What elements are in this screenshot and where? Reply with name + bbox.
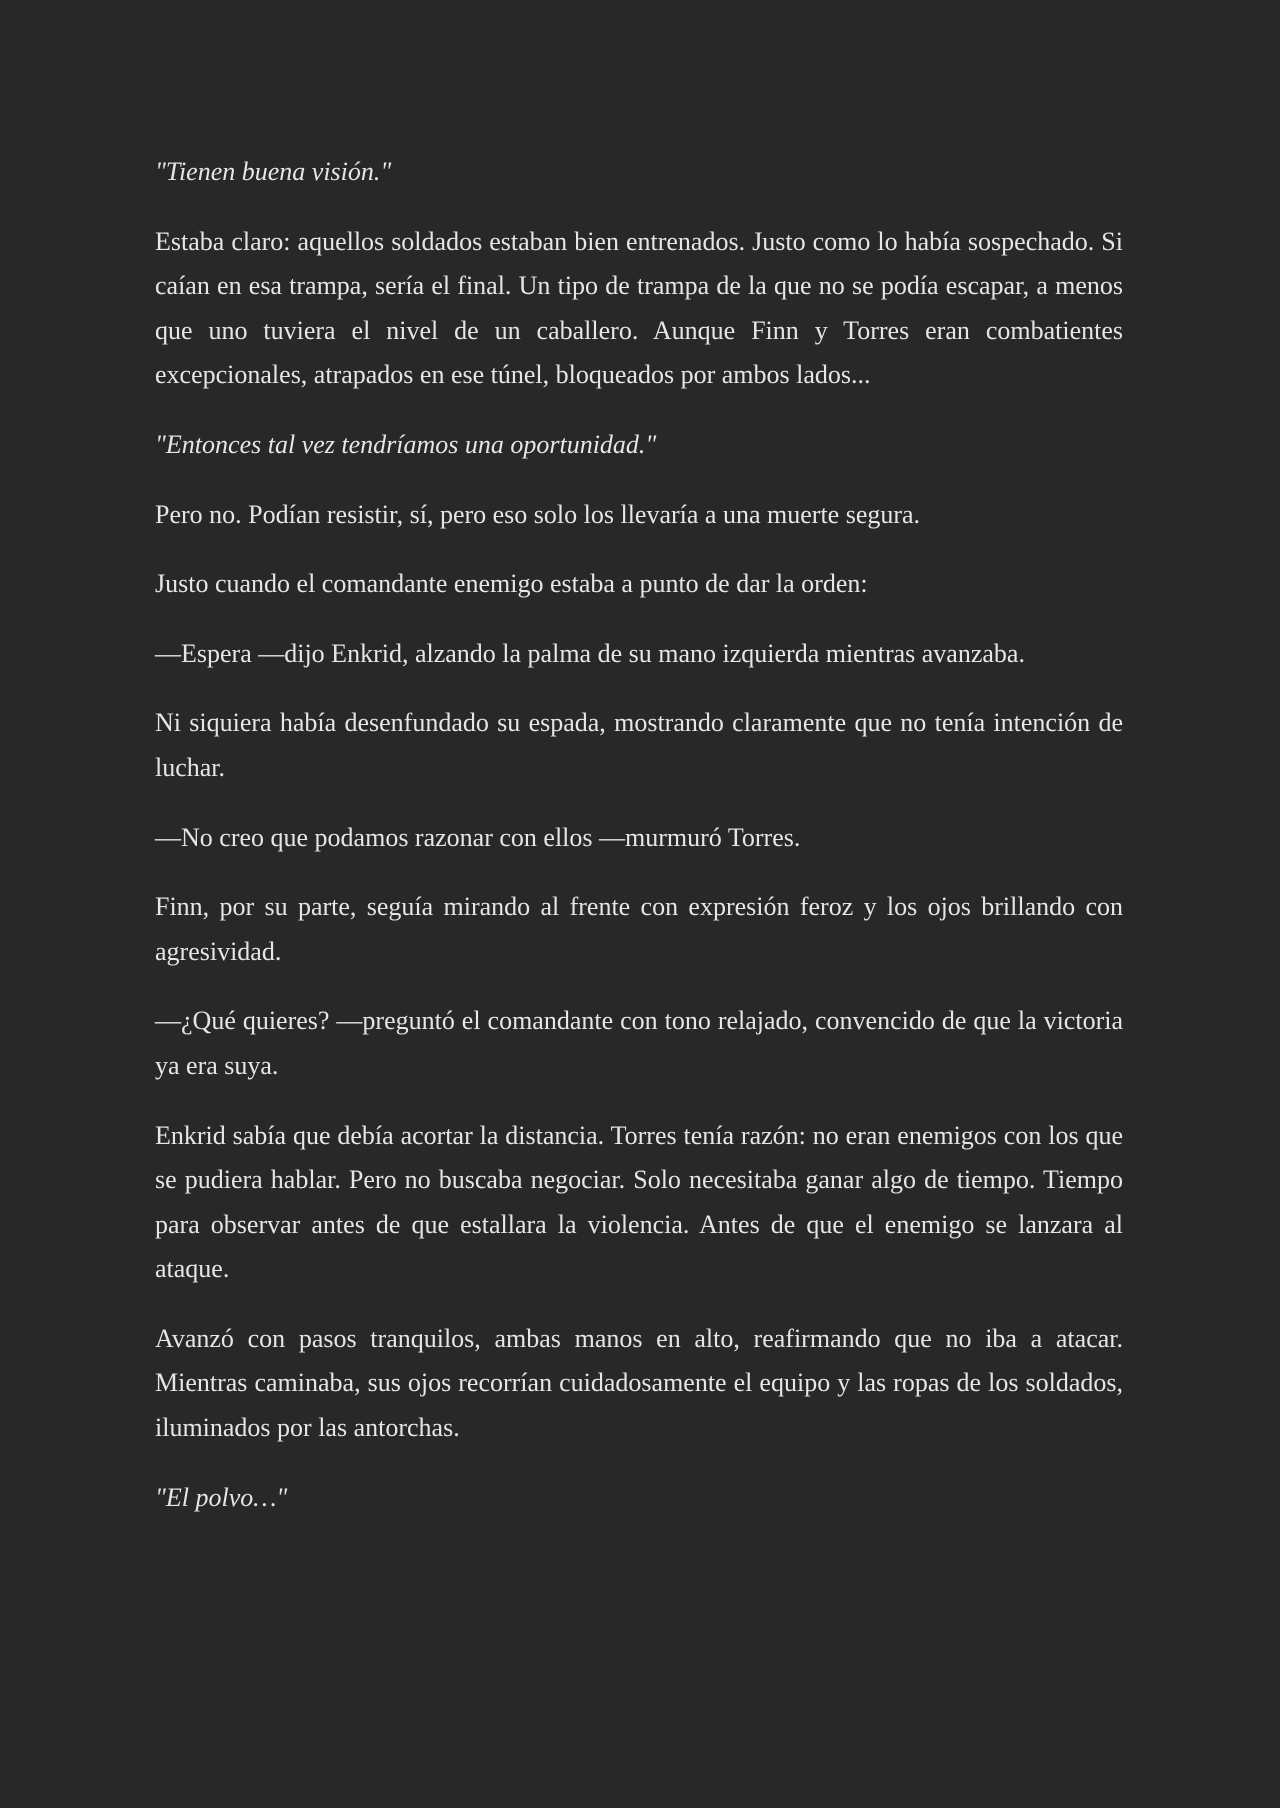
paragraph-narration: Finn, por su parte, seguía mirando al frente con expresión feroz y los ojos brillando con agresividad.	[155, 892, 1123, 966]
paragraph-narration: Ni siquiera había desenfundado su espada, mostrando claramente que no tenía intención de luchar.	[155, 708, 1123, 782]
paragraph-narration: Avanzó con pasos tranquilos, ambas manos en alto, reafirmando que no iba a atacar. Mientras caminaba, sus ojos recorrían cuidadosamente el equipo y las ropas de los soldados, iluminados por las antorchas.	[155, 1323, 1123, 1443]
chapter-text	[155, 150, 1123, 1545]
paragraph-dialogue: —No creo que podamos razonar con ellos —murmuró Torres.	[155, 822, 801, 852]
paragraph-narration: Enkrid sabía que debía acortar la distancia. Torres tenía razón: no eran enemigos con los que se pudiera hablar. Pero no buscaba negociar. Solo necesitaba ganar algo de tiempo. Tiempo para observar antes de que estallara la violencia. Antes de que el enemigo se lanzara al ataque.	[155, 1120, 1123, 1284]
paragraph-thought: "Tienen buena visión."	[155, 157, 392, 186]
paragraph-thought: "El polvo…"	[155, 1482, 288, 1512]
paragraph-narration: Justo cuando el comandante enemigo estaba a punto de dar la orden:	[155, 569, 868, 599]
paragraph-narration: Estaba claro: aquellos soldados estaban bien entrenados. Justo como lo había sospechado. Si caían en esa trampa, sería el final. Un tipo de trampa de la que no se podía escapar, a menos que uno tuviera el nivel de un caballero. Aunque Finn y Torres eran combatientes excepcionales, atrapados en ese túnel, bloqueados por ambos lados...	[155, 226, 1123, 390]
paragraph-narration: Pero no. Podían resistir, sí, pero eso solo los llevaría a una muerte segura.	[155, 499, 921, 529]
paragraph-dialogue: —Espera —dijo Enkrid, alzando la palma de su mano izquierda mientras avanzaba.	[155, 638, 1025, 668]
paragraph-thought: "Entonces tal vez tendríamos una oportunidad."	[155, 429, 657, 459]
paragraph-dialogue: —¿Qué quieres? —preguntó el comandante con tono relajado, convencido de que la victoria ya era suya.	[155, 1006, 1123, 1080]
